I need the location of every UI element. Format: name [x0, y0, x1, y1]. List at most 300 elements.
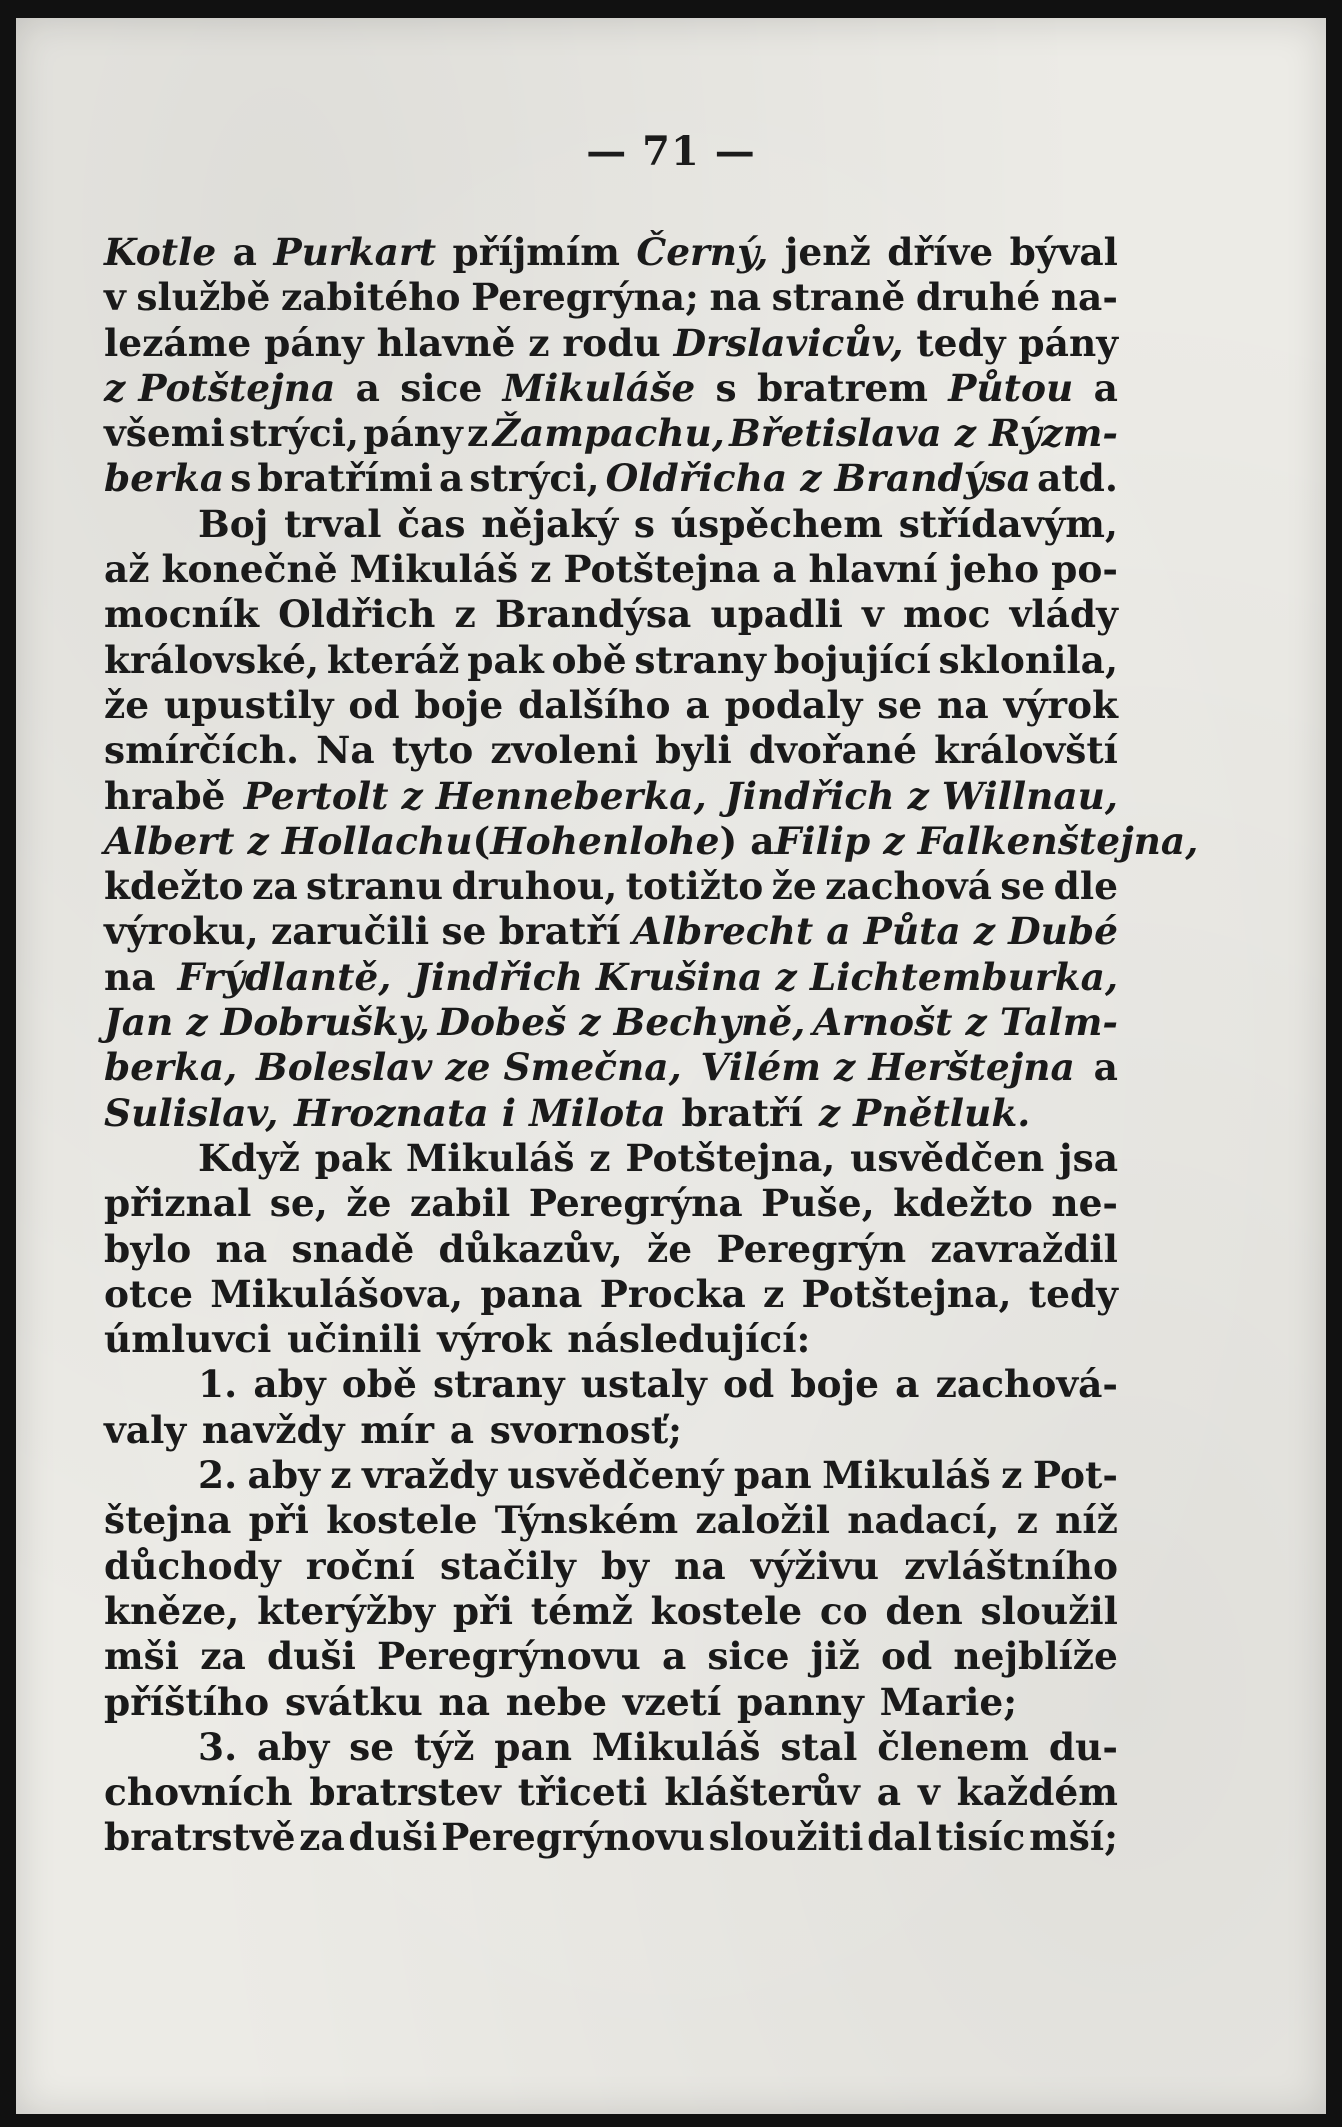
- word: pány: [363, 411, 463, 456]
- word: Pot-: [1032, 1453, 1118, 1498]
- word: všemi: [104, 411, 225, 456]
- text-line: [104, 366, 1118, 411]
- italic-word: Jan z Dobrušky,: [104, 1000, 430, 1045]
- text-line: [104, 411, 1118, 456]
- word: Peregrýn: [716, 1226, 907, 1271]
- word: následující:: [567, 1317, 811, 1362]
- word: a: [772, 547, 797, 592]
- word: za: [252, 864, 298, 909]
- text-line: [104, 1136, 1118, 1181]
- word: z: [589, 1135, 611, 1180]
- italic-word: Jindřich z Willnau,: [724, 773, 1118, 818]
- word: obě: [341, 1362, 417, 1407]
- word: při: [248, 1498, 309, 1543]
- text-line: [104, 1680, 1118, 1725]
- word: dvořané: [748, 728, 918, 773]
- word: Peregrýnovu: [377, 1634, 641, 1679]
- word: z: [1001, 1453, 1023, 1498]
- italic-word: Boleslav ze Smečna,: [256, 1045, 682, 1090]
- word: pana: [480, 1271, 583, 1316]
- word: kdežto: [104, 864, 244, 909]
- word: Mikuláš: [405, 1135, 575, 1180]
- word: zvoleni: [490, 728, 639, 773]
- word: bratří: [681, 1090, 804, 1135]
- word: duši: [266, 1634, 356, 1679]
- word: z: [467, 411, 489, 456]
- italic-word: Kotle: [104, 230, 217, 274]
- text-line: [104, 955, 1118, 1000]
- word: jeho: [949, 547, 1040, 592]
- word: ustaly: [580, 1362, 707, 1407]
- word: témž: [530, 1588, 633, 1633]
- text-line: [104, 1498, 1118, 1543]
- word: ne-: [1051, 1181, 1118, 1226]
- word: moc: [902, 592, 991, 637]
- word: sloužil: [980, 1588, 1118, 1633]
- word: zabil: [409, 1181, 511, 1226]
- word: výroku,: [104, 909, 259, 954]
- word: s: [230, 456, 252, 501]
- word: kostele: [326, 1498, 478, 1543]
- text-line: [104, 818, 1199, 864]
- word: dle: [1053, 864, 1118, 909]
- word: na: [104, 954, 156, 999]
- text-line: [104, 1045, 1118, 1090]
- word: 3.: [198, 1724, 238, 1769]
- italic-word: Hohenlohe: [490, 818, 720, 863]
- word: strýci,: [228, 411, 360, 456]
- text-line: [104, 1181, 1118, 1226]
- italic-word: Mikuláše: [502, 365, 696, 410]
- word: du-: [1048, 1724, 1118, 1769]
- word: Potštejna,: [801, 1271, 1012, 1316]
- word: totižto: [625, 864, 764, 909]
- word: duši: [348, 1815, 438, 1860]
- word: s: [633, 501, 656, 546]
- word: Oldřich: [278, 592, 436, 637]
- word-gap: [423, 1680, 439, 1725]
- word: Boj: [198, 501, 269, 546]
- text-line: [104, 1317, 1118, 1362]
- word: Peregrýna: [528, 1181, 743, 1226]
- italic-word: Pertolt z Henneberka,: [243, 773, 707, 818]
- word: členem: [877, 1724, 1029, 1769]
- word: zabitého: [280, 275, 461, 320]
- word: příjmím: [452, 230, 620, 274]
- text-line: [104, 683, 1118, 728]
- word: a: [661, 1634, 687, 1679]
- italic-word: Purkart: [273, 230, 437, 274]
- word: trval: [284, 501, 382, 546]
- word: střídavým,: [898, 501, 1118, 546]
- word: Potštejna,: [625, 1135, 836, 1180]
- word: tedy: [1028, 1271, 1118, 1316]
- word: mocník: [104, 592, 260, 637]
- word: bratří: [498, 909, 621, 954]
- word: od: [880, 1634, 933, 1679]
- text-line: [104, 1091, 1118, 1136]
- italic-word: Žampachu,: [492, 411, 725, 456]
- word: a: [1093, 365, 1118, 410]
- italic-word: Břetislava z Rýzm-: [729, 411, 1118, 456]
- word: aby: [247, 1453, 320, 1498]
- word: a: [355, 365, 380, 410]
- word: na: [438, 1679, 491, 1724]
- word: otce: [104, 1271, 194, 1316]
- text-line: [104, 592, 1118, 637]
- word: z: [454, 592, 476, 637]
- word: zvláštního: [904, 1543, 1118, 1588]
- word: Puše,: [761, 1181, 875, 1226]
- word: 1.: [198, 1362, 238, 1407]
- text-line: [104, 1770, 1118, 1815]
- word: na: [674, 1543, 726, 1588]
- text-line: [104, 638, 1118, 683]
- text-line: [104, 1272, 1118, 1317]
- word: že: [771, 864, 817, 909]
- word: nejblíže: [953, 1634, 1118, 1679]
- word: po-: [1051, 547, 1118, 592]
- word: kněze,: [104, 1588, 240, 1633]
- word: vraždy: [361, 1453, 498, 1498]
- word: dalšího: [518, 682, 671, 727]
- word: bratřími: [257, 456, 433, 501]
- word: byli: [655, 728, 732, 773]
- word: panny: [737, 1679, 864, 1724]
- text-line: [104, 1362, 1118, 1407]
- word: usvědčen: [850, 1135, 1045, 1180]
- word: že: [646, 1226, 693, 1271]
- word: strany: [634, 637, 766, 682]
- word-gap: [864, 1680, 880, 1725]
- word: a: [232, 230, 257, 274]
- word: na: [215, 1226, 268, 1271]
- word: Mikuláš: [349, 547, 519, 592]
- word: aby: [257, 1724, 330, 1769]
- word: a: [685, 682, 710, 727]
- word: se: [441, 909, 487, 954]
- word: se: [877, 682, 923, 727]
- word-gap: [666, 1091, 682, 1136]
- word-gap: [434, 1408, 450, 1453]
- word: obě: [551, 637, 627, 682]
- word: hrabě: [104, 773, 226, 818]
- text-line: [104, 547, 1118, 592]
- word: se: [349, 1724, 395, 1769]
- page-number: — 71 —: [586, 128, 756, 175]
- text-line: [104, 1227, 1118, 1272]
- word: býval: [1009, 230, 1118, 274]
- text-line: [104, 1589, 1118, 1634]
- word: mír: [360, 1407, 434, 1452]
- word: Brandýsa: [494, 592, 692, 637]
- text-line: [104, 1815, 1118, 1860]
- word: bratrem: [756, 365, 928, 410]
- word: v: [862, 592, 884, 637]
- italic-word: berka,: [104, 1045, 238, 1090]
- word: pan: [494, 1724, 573, 1769]
- word-gap: [474, 1408, 490, 1453]
- italic-word: Oldřicha z Brandýsa: [605, 456, 1031, 501]
- word: za: [299, 1815, 345, 1860]
- word: vzetí: [622, 1679, 722, 1724]
- word: tedy: [916, 320, 1006, 365]
- word-gap: [269, 1680, 285, 1725]
- word: sice: [400, 365, 483, 410]
- word: co: [819, 1588, 868, 1633]
- word: již: [810, 1634, 860, 1679]
- word: zachová: [825, 864, 992, 909]
- text-line: [104, 1408, 1118, 1453]
- word: níž: [1055, 1498, 1118, 1543]
- text-line: [104, 1453, 1118, 1498]
- word: nebe: [505, 1679, 607, 1724]
- word: usvědčený: [507, 1453, 724, 1498]
- word: 2.: [198, 1453, 238, 1498]
- word: na: [709, 275, 762, 320]
- word: z: [330, 1453, 352, 1498]
- word: boje: [790, 1362, 879, 1407]
- word: hlavní: [808, 547, 938, 592]
- word: úspěchem: [670, 501, 883, 546]
- word: stal: [780, 1724, 858, 1769]
- word: z: [530, 547, 552, 592]
- word: na: [937, 682, 989, 727]
- text-line: [104, 864, 1118, 909]
- word: valy: [104, 1407, 187, 1452]
- word: Peregrýna;: [471, 275, 699, 320]
- word: klášterův: [664, 1770, 860, 1815]
- word: královské,: [104, 637, 320, 682]
- word: stranu: [306, 864, 444, 909]
- word: výživu: [750, 1543, 879, 1588]
- word-gap: [607, 1680, 623, 1725]
- word: v: [917, 1770, 940, 1815]
- word: z: [528, 320, 550, 365]
- word: založil: [695, 1498, 831, 1543]
- word-gap: [345, 1408, 361, 1453]
- word: jenž: [784, 230, 871, 274]
- word: bratrstev: [309, 1770, 501, 1815]
- word: že: [346, 1181, 392, 1226]
- text-line: [104, 1544, 1118, 1589]
- word: jsa: [1059, 1135, 1118, 1180]
- word: úmluvci: [104, 1317, 272, 1362]
- word: bylo: [104, 1226, 192, 1271]
- italic-word: Půtou: [948, 365, 1074, 410]
- italic-word: Dobeš z Bechyně,: [437, 1000, 806, 1045]
- word: konečně: [161, 547, 338, 592]
- word: a: [439, 456, 464, 501]
- word: pány: [1018, 320, 1118, 365]
- text-line: [104, 728, 1118, 773]
- word-gap: [552, 1317, 568, 1362]
- word: pak: [314, 1135, 392, 1180]
- italic-word: Hroznata i Milota: [294, 1090, 666, 1135]
- word: (: [472, 818, 491, 863]
- word: ) a: [719, 818, 775, 863]
- word: kdežto: [893, 1181, 1033, 1226]
- word: tisíc: [935, 1815, 1026, 1860]
- italic-word: z Potštejna: [104, 365, 336, 410]
- word: snadě: [291, 1226, 415, 1271]
- word: bratrstvě: [104, 1815, 296, 1860]
- word: a: [1093, 1045, 1118, 1090]
- word: by: [600, 1543, 649, 1588]
- word: zaručili: [270, 909, 430, 954]
- word: a: [895, 1362, 920, 1407]
- word: zavraždil: [930, 1226, 1118, 1271]
- word-gap: [721, 1680, 737, 1725]
- word-gap: [490, 1680, 506, 1725]
- word: pány: [264, 320, 364, 365]
- text-line: [104, 230, 1118, 275]
- word: učinili: [287, 1317, 422, 1362]
- word: mši: [104, 1634, 180, 1679]
- word: dal: [867, 1815, 932, 1860]
- word: smírčích.: [104, 728, 300, 773]
- word: stačily: [439, 1543, 576, 1588]
- word: kostele: [650, 1588, 803, 1633]
- word: Týnském: [494, 1498, 679, 1543]
- word: třiceti: [517, 1770, 648, 1815]
- word: čas: [397, 501, 466, 546]
- word: strany: [433, 1362, 565, 1407]
- word: kterýžby: [257, 1588, 436, 1633]
- word: sloužiti: [708, 1815, 864, 1860]
- word: Procka: [599, 1271, 746, 1316]
- italic-word: Frýdlantě,: [177, 954, 392, 999]
- text-line: [104, 909, 1118, 954]
- text-line: [104, 502, 1118, 547]
- word: z: [762, 1271, 785, 1316]
- word: druhé: [915, 275, 1041, 320]
- word: upustily: [164, 682, 334, 727]
- word: lezáme: [104, 320, 252, 365]
- word: kteráž: [326, 637, 460, 682]
- word-gap: [278, 1091, 294, 1136]
- word: štejna: [104, 1498, 232, 1543]
- text-line: [104, 1634, 1118, 1679]
- word: sklonila,: [938, 637, 1118, 682]
- word: od: [348, 682, 400, 727]
- word: pak: [467, 637, 544, 682]
- word: Když: [198, 1135, 300, 1180]
- text-line: [104, 774, 1118, 819]
- word: navždy: [201, 1407, 345, 1452]
- text-line: [104, 275, 1118, 320]
- italic-word: Sulislav,: [104, 1090, 279, 1135]
- italic-word: Vilém z Herštejna: [700, 1045, 1075, 1090]
- word: se,: [269, 1181, 328, 1226]
- word: vlády: [1009, 592, 1118, 637]
- word: Mikulášova,: [210, 1271, 464, 1316]
- word: až: [104, 547, 150, 592]
- word: druhou,: [451, 864, 618, 909]
- word: královští: [934, 728, 1118, 773]
- text-line: [104, 456, 1118, 501]
- word: na-: [1050, 275, 1118, 320]
- italic-word: Arnošt z Talm-: [812, 1000, 1118, 1045]
- word-gap: [271, 1317, 287, 1362]
- body-text: [104, 230, 1199, 1861]
- word-gap: [421, 1317, 437, 1362]
- word: službě: [136, 275, 271, 320]
- word: bojující: [773, 637, 931, 682]
- word: strýci,: [469, 456, 600, 501]
- word: pan: [733, 1453, 812, 1498]
- italic-word: z Pnětluk.: [818, 1090, 1031, 1135]
- italic-word: Filip z Falkenštejna,: [774, 818, 1199, 863]
- word: a: [449, 1407, 475, 1452]
- italic-word: Černý,: [636, 230, 769, 274]
- word: týž: [413, 1724, 475, 1769]
- word: chovních: [104, 1770, 293, 1815]
- word: důkazův,: [438, 1226, 623, 1271]
- word: straně: [771, 275, 906, 320]
- italic-word: Jindřich Krušina z Lichtemburka,: [413, 954, 1118, 999]
- word: hlavně: [376, 320, 516, 365]
- word: důchody: [104, 1543, 281, 1588]
- word: nadací,: [847, 1498, 1000, 1543]
- word: mší;: [1029, 1815, 1118, 1860]
- word: atd.: [1037, 456, 1118, 501]
- word: rodu: [562, 320, 661, 365]
- word: z: [1016, 1498, 1038, 1543]
- word: Potštejna: [563, 547, 761, 592]
- word: Mikuláš: [822, 1453, 991, 1498]
- word: v: [104, 275, 126, 320]
- italic-word: Albert z Hollachu: [104, 818, 473, 863]
- word: svátku: [284, 1679, 423, 1724]
- text-line: [104, 1725, 1118, 1770]
- word: podaly: [724, 682, 863, 727]
- word: výrok: [1003, 682, 1118, 727]
- word: a: [876, 1770, 902, 1815]
- word: výrok: [437, 1317, 552, 1362]
- word-gap: [186, 1408, 202, 1453]
- word: Na: [316, 728, 375, 773]
- word: nějaký: [481, 501, 619, 546]
- word: Marie;: [879, 1679, 1018, 1724]
- word: za: [200, 1634, 246, 1679]
- word: roční: [305, 1543, 415, 1588]
- text-line: [104, 1000, 1118, 1045]
- text-line: [104, 321, 1118, 366]
- word: upadli: [710, 592, 843, 637]
- word: se: [1000, 864, 1046, 909]
- word: při: [452, 1588, 514, 1633]
- word: dříve: [887, 230, 994, 274]
- word: s: [715, 365, 737, 410]
- word: přiznal: [104, 1181, 252, 1226]
- word: den: [885, 1588, 963, 1633]
- word: tyto: [391, 728, 474, 773]
- word: svornosť;: [489, 1407, 683, 1452]
- word: příštího: [104, 1679, 270, 1724]
- word: Peregrýnovu: [441, 1815, 705, 1860]
- word: že: [104, 682, 150, 727]
- word: zachová-: [935, 1362, 1118, 1407]
- word: každém: [956, 1770, 1118, 1815]
- word-gap: [803, 1091, 819, 1136]
- word: aby: [253, 1362, 326, 1407]
- word: boje: [414, 682, 504, 727]
- word: Mikuláš: [591, 1724, 761, 1769]
- italic-word: Drslavicův,: [673, 320, 904, 365]
- word: sice: [707, 1634, 790, 1679]
- italic-word: berka: [104, 456, 225, 501]
